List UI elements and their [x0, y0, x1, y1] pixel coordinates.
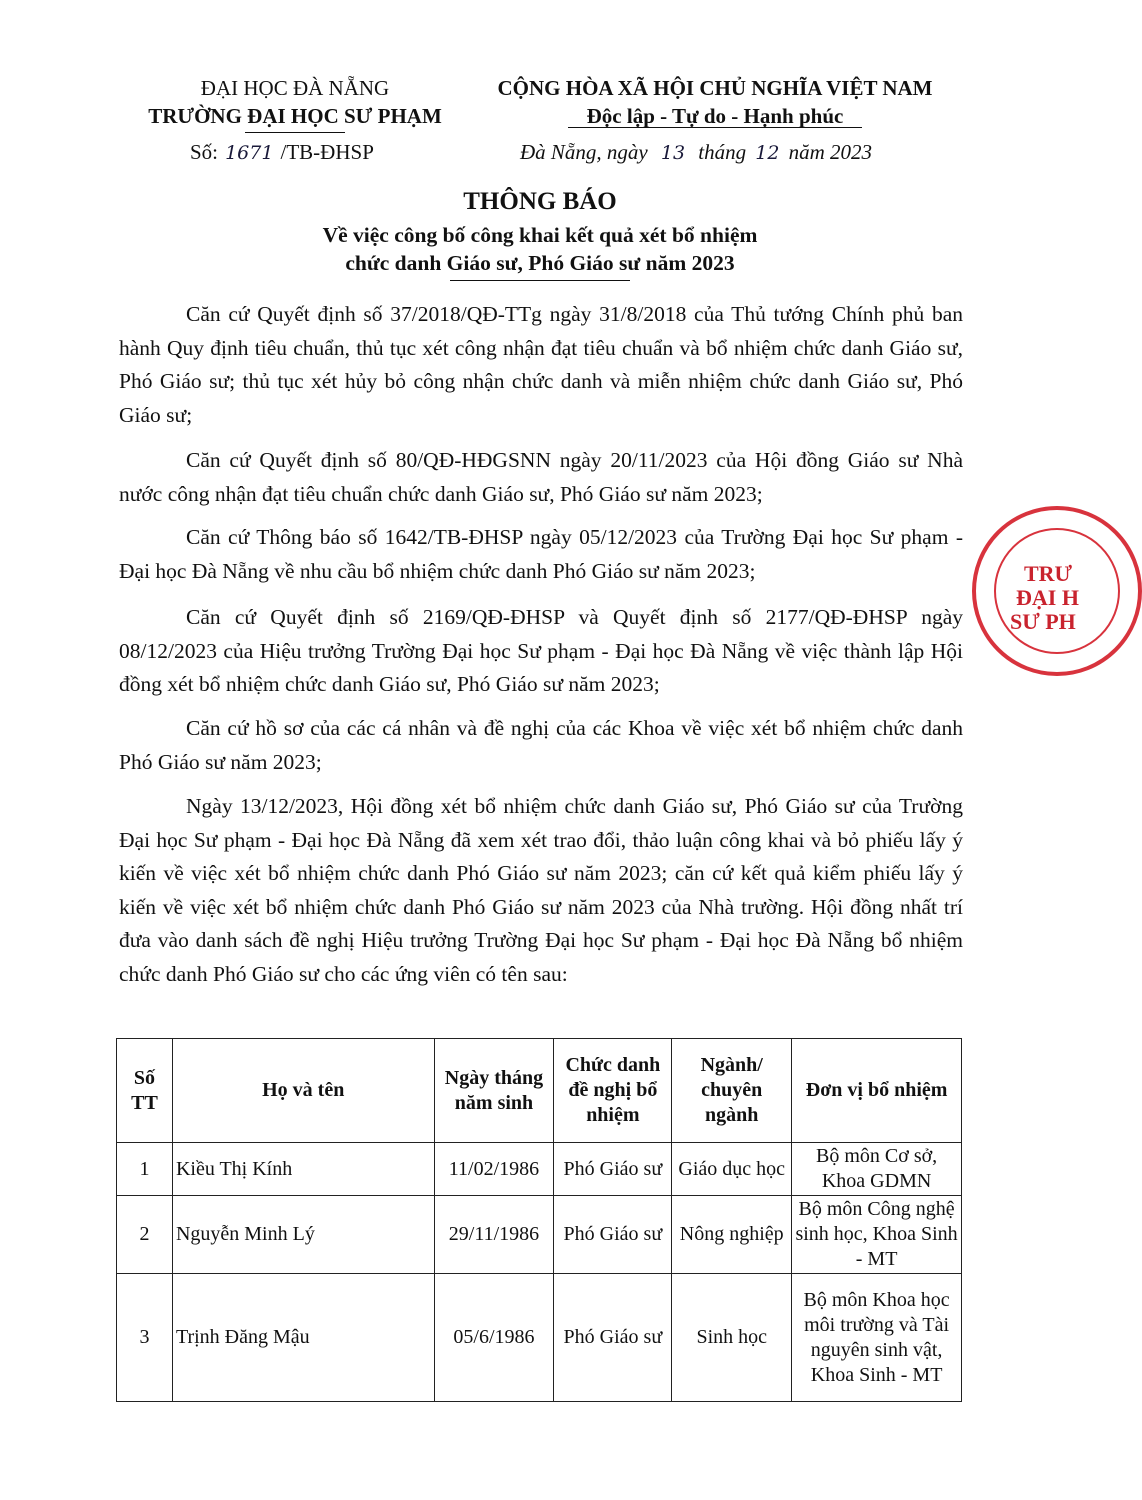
cell-no: 2 — [117, 1196, 173, 1274]
header-no: Số TT — [117, 1039, 173, 1143]
document-subtitle-1: Về việc công bố công khai kết quả xét bổ nhiệm — [322, 223, 758, 247]
cell-unit: Bộ môn Cơ sở, Khoa GDMN — [792, 1143, 962, 1196]
issuer-name: TRƯỜNG ĐẠI HỌC SƯ PHẠM — [148, 104, 442, 128]
document-subtitle-2: chức danh Giáo sư, Phó Giáo sư năm 2023 — [345, 251, 735, 275]
title-underline — [450, 280, 630, 281]
cell-dob: 05/6/1986 — [434, 1274, 554, 1402]
cell-name: Kiều Thị Kính — [172, 1143, 434, 1196]
cell-dob: 29/11/1986 — [434, 1196, 554, 1274]
cell-field: Nông nghiệp — [672, 1196, 792, 1274]
header-name: Họ và tên — [172, 1039, 434, 1143]
seal-line-3: SƯ PH — [1010, 609, 1076, 634]
table-header-row — [117, 1039, 962, 1143]
paragraph-6: Ngày 13/12/2023, Hội đồng xét bổ nhiệm chức danh Giáo sư, Phó Giáo sư của Trường Đại học Sư phạm - Đại học Đà Nẵng đã xem xét trao đổi, thảo luận công khai và bỏ phiếu lấy ý kiến về việc xét bổ nhiệm chức danh Phó Giáo sư năm 2023; căn cứ kết quả kiểm phiếu lấy ý kiến về việc xét bổ nhiệm chức danh Phó Giáo sư năm 2023 của Nhà trường. Hội đồng nhất trí đưa vào danh sách đề nghị Hiệu trưởng Trường Đại học Sư phạm - Đại học Đà Nẵng bổ nhiệm chức danh Phó Giáo sư cho các ứng viên có tên sau: — [119, 794, 963, 986]
paragraph-3: Căn cứ Thông báo số 1642/TB-ĐHSP ngày 05/12/2023 của Trường Đại học Sư phạm - Đại học Đà Nẵng về nhu cầu bổ nhiệm chức danh Phó Giáo sư năm 2023; — [119, 525, 963, 583]
seal-line-1: TRƯ — [1024, 561, 1073, 586]
paragraph-5: Căn cứ hồ sơ của các cá nhân và đề nghị của các Khoa về việc xét bổ nhiệm chức danh Phó Giáo sư năm 2023; — [119, 716, 963, 774]
paragraph-4: Căn cứ Quyết định số 2169/QĐ-ĐHSP và Quyết định số 2177/QĐ-ĐHSP ngày 08/12/2023 của Hiệu trưởng Trường Đại học Sư phạm - Đại học Đà Nẵng về việc thành lập Hội đồng xét bổ nhiệm chức danh Giáo sư, Phó Giáo sư năm 2023; — [119, 605, 963, 696]
issuer-underline — [245, 132, 345, 133]
paragraph-1: Căn cứ Quyết định số 37/2018/QĐ-TTg ngày 31/8/2018 của Thủ tướng Chính phủ ban hành Quy định tiêu chuẩn, thủ tục xét công nhận đạt tiêu chuẩn và bổ nhiệm chức danh Giáo sư, Phó Giáo sư; thủ tục xét hủy bỏ công nhận chức danh và miễn nhiệm chức danh Giáo sư, Phó Giáo sư; — [119, 302, 963, 427]
date-suffix: năm 2023 — [788, 140, 873, 164]
paragraph-2: Căn cứ Quyết định số 80/QĐ-HĐGSNN ngày 20/11/2023 của Hội đồng Giáo sư Nhà nước công nhận đạt tiêu chuẩn chức danh Giáo sư, Phó Giáo sư năm 2023; — [119, 448, 963, 506]
cell-field: Sinh học — [672, 1274, 792, 1402]
table-row — [117, 1143, 962, 1196]
issuer-block — [120, 74, 470, 130]
issuer-parent: ĐẠI HỌC ĐÀ NẴNG — [200, 76, 390, 100]
date-month: 12 — [755, 142, 780, 164]
number-prefix: Số: — [190, 140, 219, 164]
cell-title: Phó Giáo sư — [554, 1274, 672, 1402]
cell-dob: 11/02/1986 — [434, 1143, 554, 1196]
header-title: Chức danh đề nghị bổ nhiệm — [554, 1039, 672, 1143]
header-dob: Ngày tháng năm sinh — [434, 1039, 554, 1143]
date-mid: tháng — [698, 140, 747, 164]
cell-name: Trịnh Đăng Mậu — [172, 1274, 434, 1402]
header-field: Ngành/ chuyên ngành — [672, 1039, 792, 1143]
date-prefix: Đà Nẵng, ngày — [520, 140, 648, 164]
cell-name: Nguyễn Minh Lý — [172, 1196, 434, 1274]
cell-no: 1 — [117, 1143, 173, 1196]
seal-line-2: ĐẠI H — [1016, 585, 1079, 610]
candidates-table — [116, 1038, 962, 1402]
motto-underline — [568, 127, 862, 128]
number-suffix: /TB-ĐHSP — [280, 140, 374, 164]
official-seal — [972, 506, 1142, 676]
cell-field: Giáo dục học — [672, 1143, 792, 1196]
document-title: THÔNG BÁO — [463, 188, 617, 215]
national-motto-block — [475, 74, 955, 130]
document-date — [520, 138, 872, 167]
cell-title: Phó Giáo sư — [554, 1143, 672, 1196]
number-handwritten: 1671 — [225, 142, 274, 164]
cell-unit: Bộ môn Công nghệ sinh học, Khoa Sinh - MT — [792, 1196, 962, 1274]
country-name: CỘNG HÒA XÃ HỘI CHỦ NGHĨA VIỆT NAM — [497, 76, 933, 100]
cell-title: Phó Giáo sư — [554, 1196, 672, 1274]
header-unit: Đơn vị bổ nhiệm — [792, 1039, 962, 1143]
table-row — [117, 1196, 962, 1274]
table-row — [117, 1274, 962, 1402]
document-number — [190, 138, 374, 167]
motto: Độc lập - Tự do - Hạnh phúc — [586, 104, 844, 128]
date-day: 13 — [660, 142, 686, 164]
cell-no: 3 — [117, 1274, 173, 1402]
cell-unit: Bộ môn Khoa học môi trường và Tài nguyên sinh vật, Khoa Sinh - MT — [792, 1274, 962, 1402]
